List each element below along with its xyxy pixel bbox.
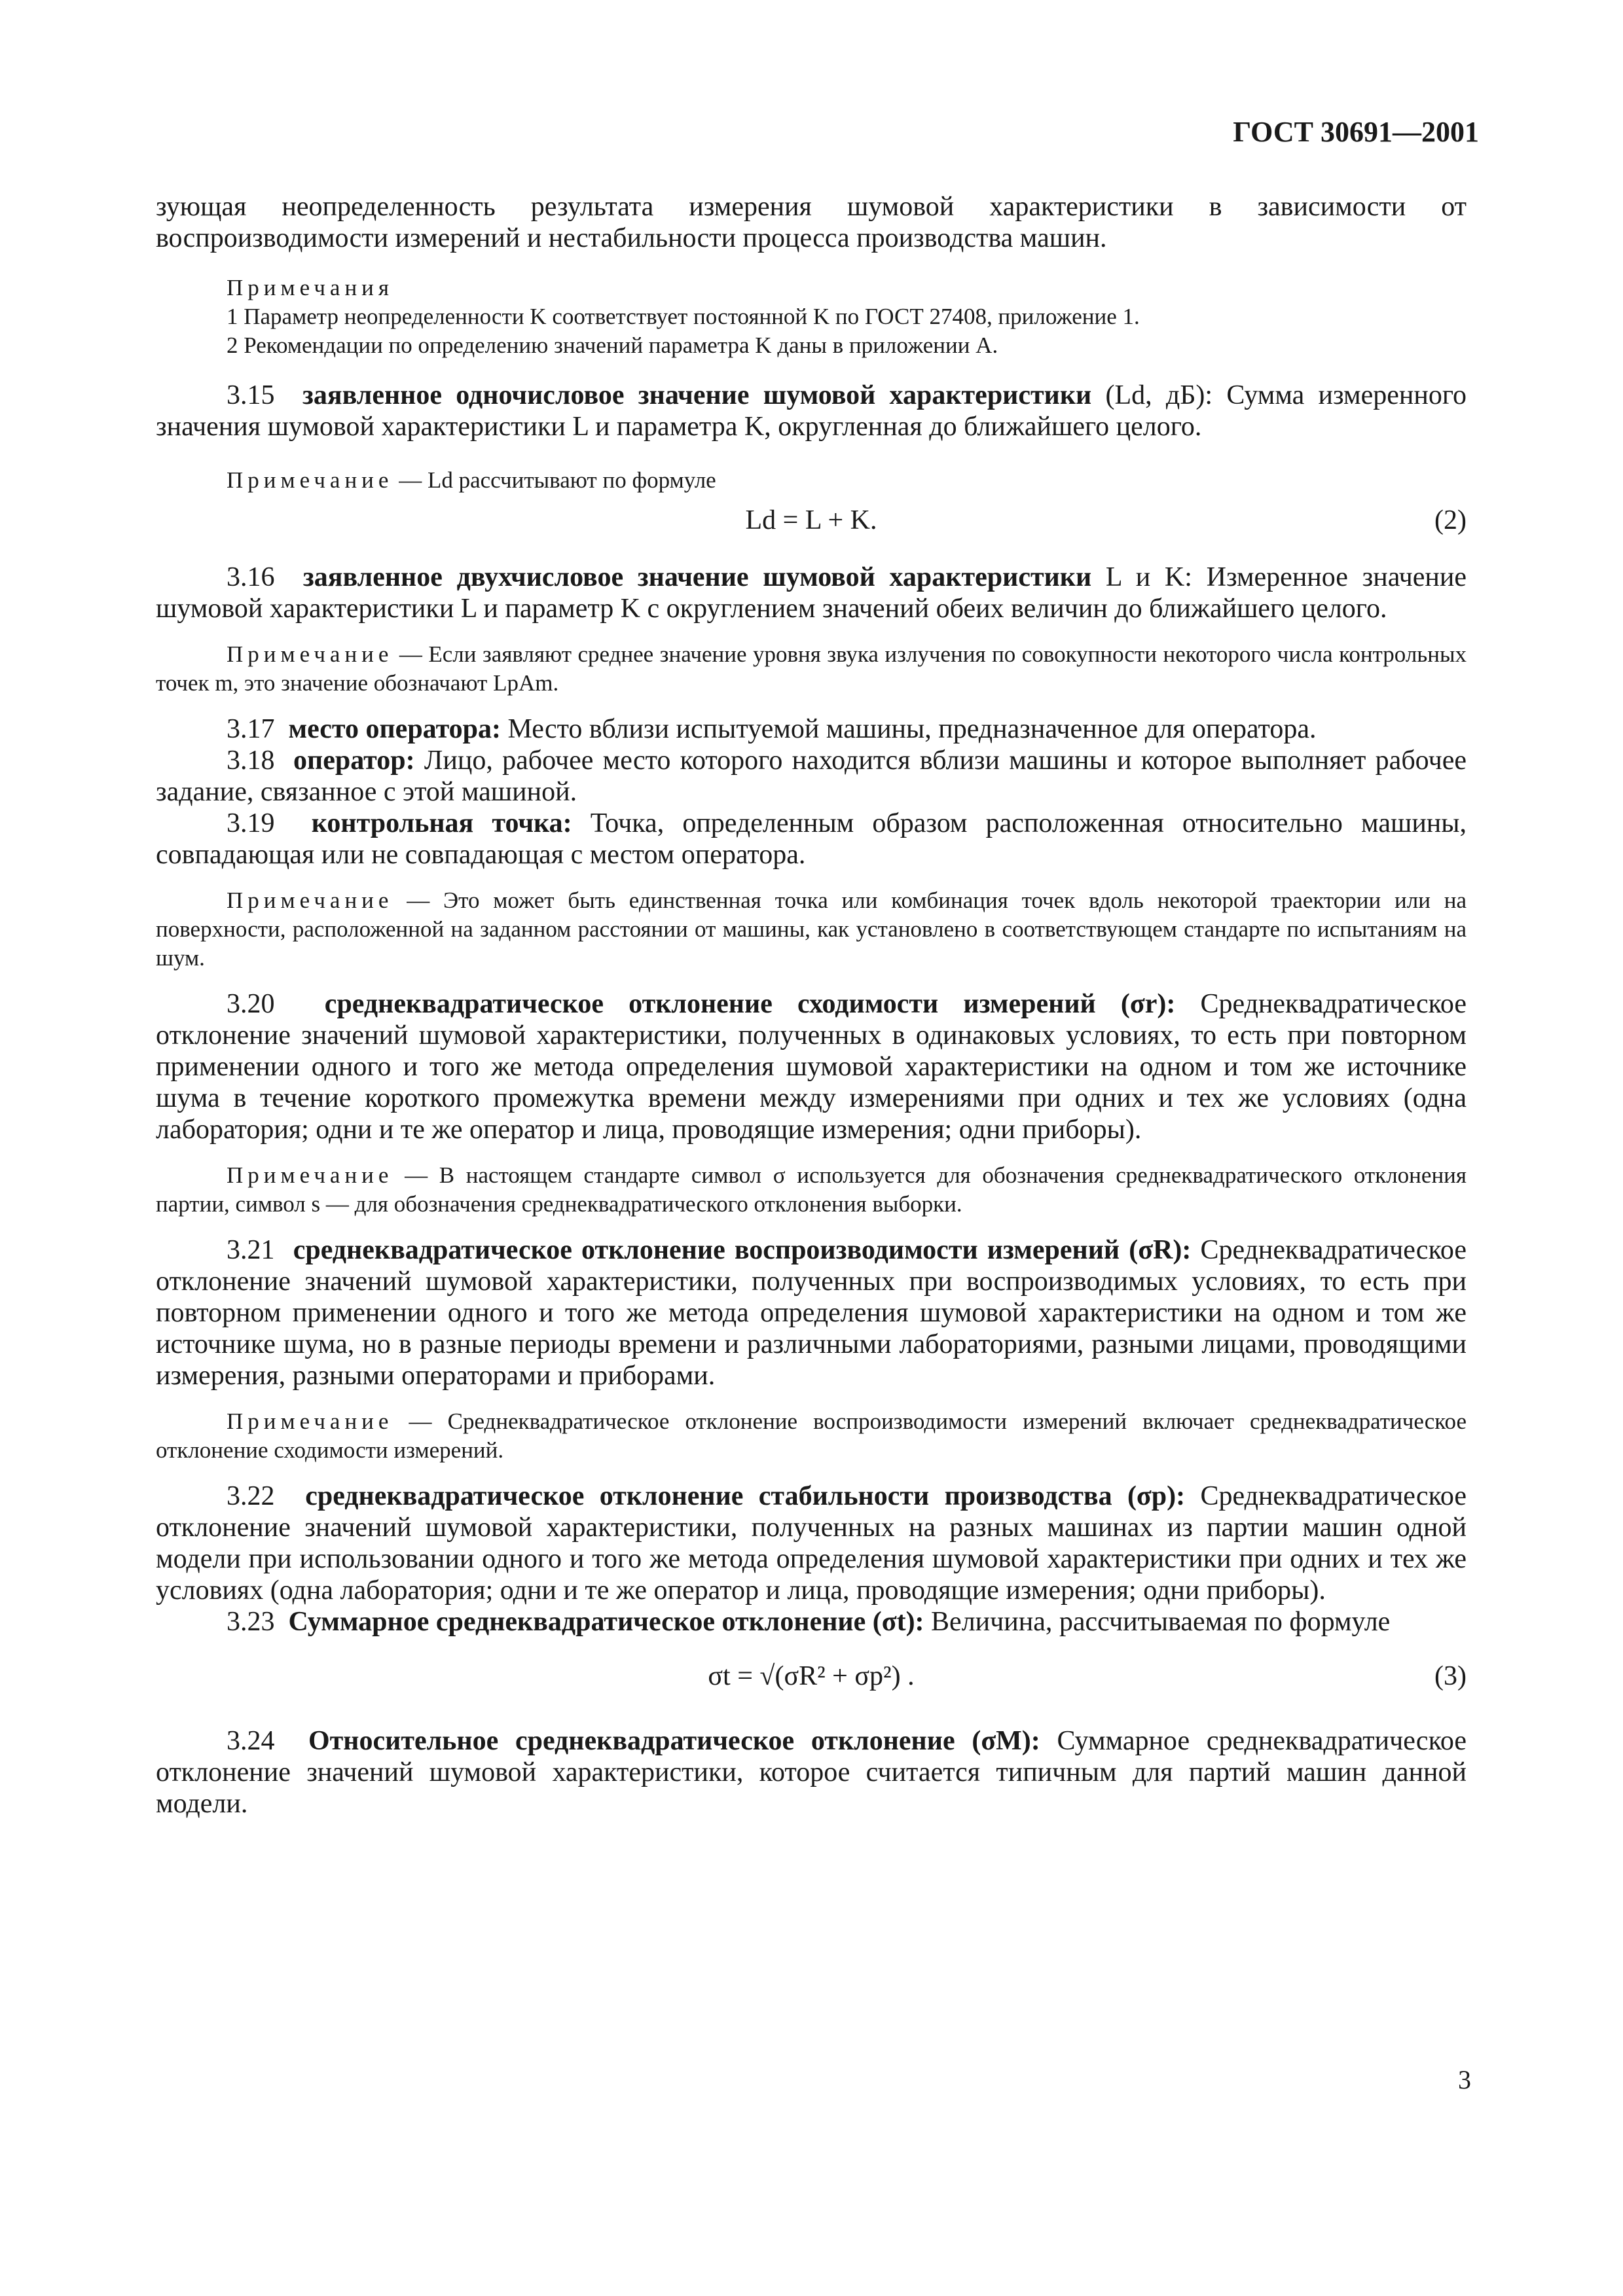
note-label: Примечание (227, 1162, 393, 1188)
definition: Среднеквадратическое отклонение значений шумовой характеристики, полученных в одинаковых условиях, то есть при повторном применении одного и того же метода определения шумовой характеристики на одном и том же источнике шума в течение короткого промежутка времени между измерениями при одних и тех же условиях (одна лаборатория; одни и те же оператор и лица, проводящие измерения; одни приборы). (156, 989, 1467, 1145)
term: место оператора: (288, 714, 501, 744)
page-number: 3 (1458, 2065, 1471, 2094)
definition: Величина, рассчитываемая по формуле (931, 1607, 1391, 1637)
formula-3 (156, 1651, 1467, 1702)
notes-block (156, 274, 1467, 360)
section-number: 3.19 (227, 808, 275, 838)
note-3-20 (156, 1161, 1467, 1219)
section-3-16 (156, 562, 1467, 624)
term: контрольная точка: (311, 808, 572, 838)
intro-paragraph: зующая неопределенность результата измерения шумовой характеристики в зависимости от воспроизводимости измерений и нестабильности процесса производства машин. (156, 192, 1467, 253)
term-symbol: L и K: (1105, 562, 1192, 592)
note-text: — Ld рассчитывают по формуле (399, 467, 716, 493)
note-1: 1 Параметр неопределенности K соответствует постоянной K по ГОСТ 27408, приложение 1. (227, 304, 1140, 329)
section-3-22 (156, 1480, 1467, 1606)
term: заявленное двухчисловое значение шумовой характеристики (302, 562, 1092, 592)
term: заявленное одночисловое значение шумовой характеристики (302, 380, 1092, 410)
formula-2 (156, 495, 1467, 546)
formula-expression: Ld = L + K. (745, 505, 877, 535)
term: оператор: (293, 745, 415, 776)
note-3-16 (156, 640, 1467, 698)
note-label: Примечание (227, 888, 393, 913)
section-3-23 (156, 1606, 1467, 1638)
section-3-18 (156, 745, 1467, 808)
note-label: Примечание (227, 1408, 393, 1434)
definition: Измеренное значение шумовой характеристики L и параметр K с округлением значений обеих величин до ближайшего целого. (156, 562, 1467, 624)
definition: Место вблизи испытуемой машины, предназначенное для оператора. (507, 714, 1317, 744)
page-content (156, 191, 1467, 1820)
note-3-15 (156, 466, 1467, 495)
section-3-24 (156, 1725, 1467, 1820)
section-number: 3.24 (227, 1726, 275, 1756)
note-3-21 (156, 1407, 1467, 1465)
formula-number: (2) (1434, 505, 1467, 535)
section-number: 3.21 (227, 1235, 275, 1265)
note-text: — Среднеквадратическое отклонение воспроизводимости измерений включает среднеквадратическое отклонение сходимости измерений. (156, 1408, 1467, 1463)
term: среднеквадратическое отклонение сходимости измерений (σr): (324, 989, 1176, 1019)
definition: Суммарное среднеквадратическое отклонение значений шумовой характеристики, которое считается типичным для партий машин данной модели. (156, 1726, 1467, 1819)
definition: Сумма измеренного значения шумовой характеристики L и параметра K, округленная до ближайшего целого. (156, 380, 1467, 442)
section-3-15 (156, 380, 1467, 442)
definition: Среднеквадратическое отклонение значений шумовой характеристики, полученных на разных машинах из партии машин одной модели при использовании одного и того же метода определения шумовой характеристики при одних и тех же условиях (одна лаборатория; одни и те же оператор и лица, проводящие измерения; одни приборы). (156, 1481, 1467, 1605)
section-number: 3.17 (227, 714, 275, 744)
note-3-19 (156, 886, 1467, 973)
note-label: Примечание (227, 641, 393, 667)
term: Суммарное среднеквадратическое отклонение (σt): (288, 1607, 924, 1637)
note-text: — Это может быть единственная точка или комбинация точек вдоль некоторой траектории или на поверхности, расположенной на заданном расстоянии от машины, как установлено в соответствующем стандарте по испытаниям на шум. (156, 888, 1467, 971)
section-number: 3.16 (227, 562, 275, 592)
document-header: ГОСТ 30691—2001 (1233, 116, 1479, 148)
section-number: 3.23 (227, 1607, 275, 1637)
note-text: — В настоящем стандарте символ σ используется для обозначения среднеквадратического отклонения партии, символ s — для обозначения среднеквадратического отклонения выборки. (156, 1162, 1467, 1217)
section-number: 3.20 (227, 989, 275, 1019)
section-number: 3.22 (227, 1481, 275, 1511)
section-3-19 (156, 808, 1467, 870)
definition: Лицо, рабочее место которого находится вблизи машины и которое выполняет рабочее задание, связанное с этой машиной. (156, 745, 1467, 807)
term: Относительное среднеквадратическое отклонение (σM): (308, 1726, 1040, 1756)
formula-number: (3) (1434, 1661, 1467, 1691)
section-3-20 (156, 988, 1467, 1145)
note-text: — Если заявляют среднее значение уровня звука излучения по совокупности некоторого числа контрольных точек m, это значение обозначают LpAm. (156, 641, 1467, 696)
term: среднеквадратическое отклонение воспроизводимости измерений (σR): (293, 1235, 1192, 1265)
note-label: Примечание (227, 467, 393, 493)
section-number: 3.15 (227, 380, 275, 410)
note-2: 2 Рекомендации по определению значений параметра K даны в приложении А. (227, 332, 998, 358)
section-3-21 (156, 1234, 1467, 1391)
term-symbol: (Ld, дБ): (1105, 380, 1213, 410)
definition: Точка, определенным образом расположенная относительно машины, совпадающая или не совпадающая с местом оператора. (156, 808, 1467, 870)
formula-expression: σt = √(σR² + σp²) . (708, 1661, 915, 1691)
section-number: 3.18 (227, 745, 275, 776)
term: среднеквадратическое отклонение стабильности производства (σp): (305, 1481, 1186, 1511)
definition: Среднеквадратическое отклонение значений шумовой характеристики, полученных при воспроизводимых условиях, то есть при повторном применении одного и того же метода определения шумовой характеристики на одном и том же источнике шума, но в разные периоды времени и различными лабораториями, разными лицами, проводящими измерения, разными операторами и приборами. (156, 1235, 1467, 1391)
section-3-17 (156, 713, 1467, 745)
notes-title: Примечания (227, 275, 394, 300)
